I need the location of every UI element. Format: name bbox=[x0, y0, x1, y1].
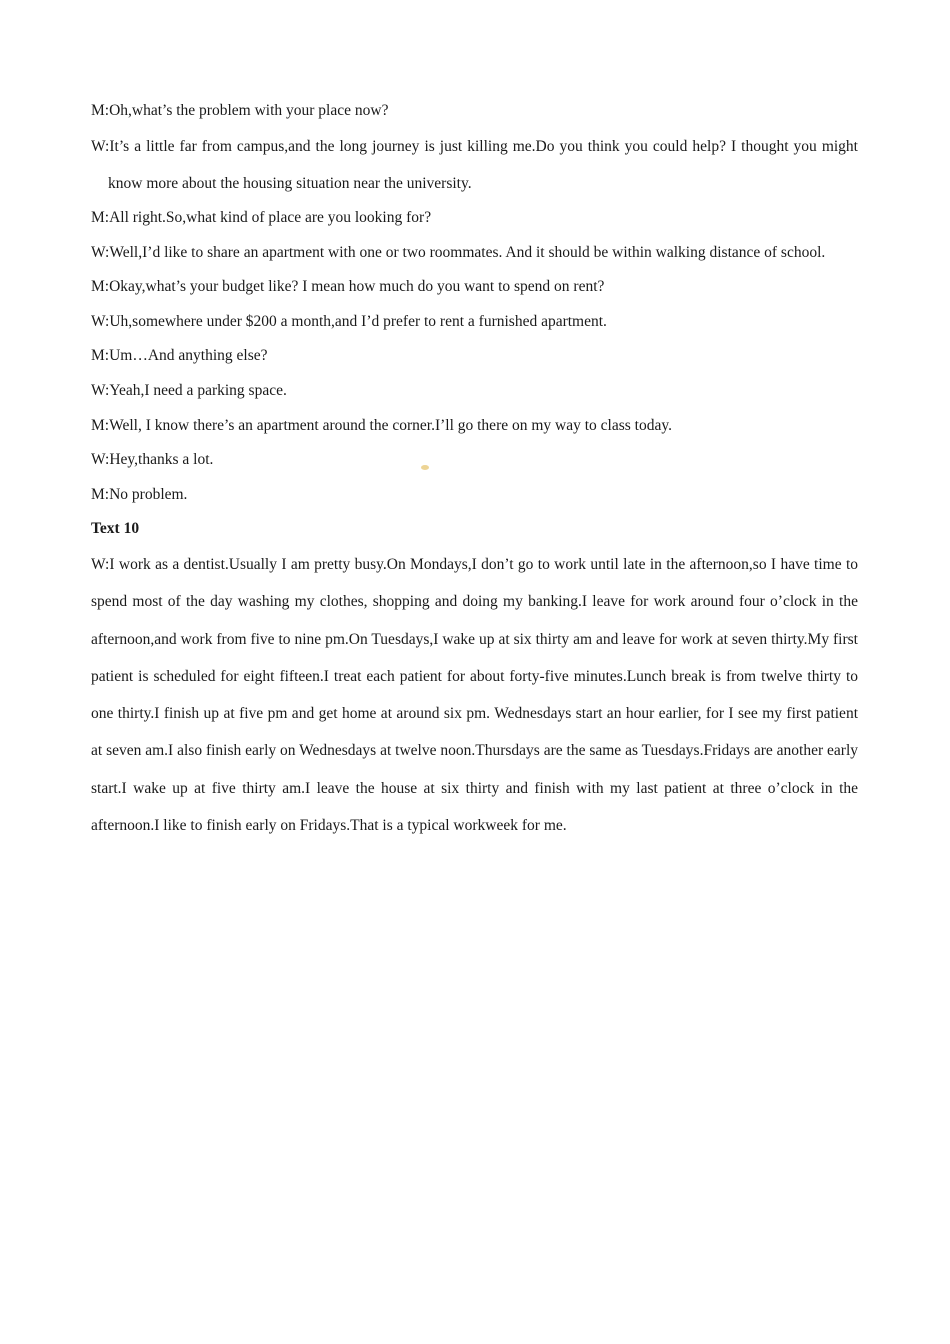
dialogue-line: M:Um…And anything else? bbox=[91, 347, 268, 365]
dialogue-line: W:Hey,thanks a lot. bbox=[91, 451, 214, 469]
dialogue-line: M:Well, I know there’s an apartment around the corner.I’ll go there on my way to class today. bbox=[91, 416, 672, 434]
dialogue-line: M:No problem. bbox=[91, 485, 188, 503]
section-paragraph: W:I work as a dentist.Usually I am pretty busy.On Mondays,I don’t go to work until late in the afternoon,so I have time to spend most of the day washing my clothes, shopping and doing my banking.I leave for work around four o’clock in the afternoon,and work from five to nine pm.On Tuesdays,I wake up at six thirty am and leave for work at seven thirty.My first patient is scheduled for eight fifteen.I treat each patient for about forty-five minutes.Lunch break is from twelve thirty to one thirty.I finish up at five pm and get home at around six pm. Wednesdays start an hour earlier, for I see my first patient at seven am.I also finish early on Wednesdays at twelve noon.Thursdays are the same as Tuesdays.Fridays are another early start.I wake up at five thirty am.I leave the house at six thirty and finish with my last patient at three o’clock in the afternoon.I like to finish early on Fridays.That is a typical workweek for me. bbox=[91, 555, 858, 835]
dialogue-line: W:Well,I’d like to share an apartment with one or two roommates. And it should be within walking distance of school. bbox=[91, 244, 826, 262]
dialogue-line: M:Oh,what’s the problem with your place now? bbox=[91, 102, 389, 119]
dialogue-line: W:It’s a little far from campus,and the long journey is just killing me.Do you think you could help? I thought you might know more about the housing situation near the university. bbox=[91, 137, 858, 192]
section-heading: Text 10 bbox=[91, 520, 140, 538]
document-page bbox=[91, 99, 858, 844]
dialogue-line: M:Okay,what’s your budget like? I mean how much do you want to spend on rent? bbox=[91, 278, 605, 296]
dialogue-line: W:Yeah,I need a parking space. bbox=[91, 381, 287, 399]
ink-mark bbox=[421, 465, 429, 470]
dialogue-line: W:Uh,somewhere under $200 a month,and I’d prefer to rent a furnished apartment. bbox=[91, 312, 607, 330]
dialogue-line: M:All right.So,what kind of place are you looking for? bbox=[91, 208, 432, 226]
